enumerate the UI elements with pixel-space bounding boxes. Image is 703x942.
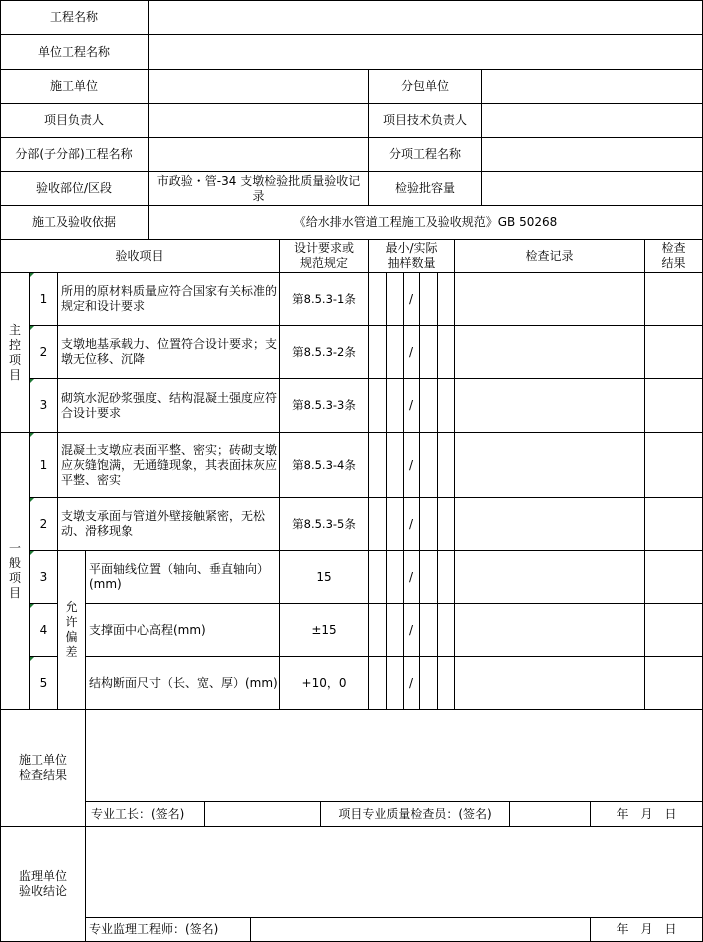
general-items-label: 一 般 项 目 [8,541,21,600]
form-code: 市政验・管-34 支墩检验批质量验收记录 [156,173,361,203]
acceptance-basis-label: 施工及验收依据 [31,215,116,229]
check-date: 年 月 日 [616,806,677,821]
item-clause: 第8.5.3-2条 [292,344,356,359]
item-number: 3 [39,398,48,412]
item-number: 1 [39,291,48,306]
item-sample: / [408,569,414,584]
item-description: 混凝土支墩应表面平整、密实；砖砌支墩应灰缝饱满，无通缝现象，其表面抹灰应平整、密实 [61,442,278,487]
item-sample: / [408,516,414,531]
supervisor-signature: 专业监理工程师：(签名) [89,922,219,936]
item-sample: / [408,622,414,637]
acceptance-basis-value: 《给水排水管道工程施工及验收规范》GB 50268 [293,215,558,229]
item-number: 4 [39,622,48,637]
item-description: 支墩支承面与管道外壁接触紧密，无松动、滑移现象 [61,509,266,538]
item-description: 结构断面尺寸（长、宽、厚）(mm) [89,675,278,690]
item-sample: / [408,344,414,359]
item-clause: 第8.5.3-3条 [292,398,356,412]
item-number: 2 [39,344,48,359]
division-name-label: 分部(子分部)工程名称 [15,147,133,161]
item-tolerance-value: 15 [316,569,332,584]
subitem-name-label: 分项工程名称 [388,147,461,161]
item-number: 5 [39,675,48,690]
unit-project-name-label: 单位工程名称 [37,44,110,59]
column-record: 检查记录 [525,248,574,263]
foreman-signature: 专业工长：(签名) [91,806,185,821]
supervision-label: 监理单位 验收结论 [18,869,67,898]
item-description: 平面轴线位置（轴向、垂直轴向）(mm) [89,562,270,591]
item-description: 所用的原材料质量应符合国家有关标准的规定和设计要求 [61,284,278,313]
item-number: 3 [39,569,48,584]
column-sampling: 最小/实际 抽样数量 [385,241,438,270]
column-design: 设计要求或 规范规定 [293,241,354,270]
inspection-location-label: 验收部位/区段 [35,181,113,195]
quality-inspector-signature: 项目专业质量检查员：(签名) [338,806,492,821]
item-clause: 第8.5.3-1条 [292,291,356,306]
construction-check-label: 施工单位 检查结果 [18,753,67,782]
item-clause: 第8.5.3-5条 [292,516,356,531]
item-tolerance-value: ±15 [311,622,337,637]
item-description: 砌筑水泥砂浆强度、结构混凝土强度应符合设计要求 [61,390,278,420]
column-item: 验收项目 [115,248,164,263]
item-sample: / [408,398,414,412]
project-name-label: 工程名称 [49,10,98,24]
item-number: 2 [39,516,48,531]
item-tolerance-value: +10，0 [301,675,347,690]
subcontract-unit-label: 分包单位 [400,79,449,93]
construction-unit-label: 施工单位 [49,79,98,93]
main-control-label: 主 控 项 目 [8,322,21,382]
technical-manager-label: 项目技术负责人 [382,113,467,127]
item-sample: / [408,675,414,690]
item-sample: / [408,291,414,306]
item-clause: 第8.5.3-4条 [292,457,356,472]
item-sample: / [408,457,414,472]
column-result: 检查 结果 [661,241,686,270]
project-manager-label: 项目负责人 [43,113,104,127]
supervision-date: 年 月 日 [616,922,677,936]
tolerance-label: 允 许 偏 差 [65,600,78,659]
item-number: 1 [39,457,48,472]
item-description: 支墩地基承载力、位置符合设计要求；支墩无位移、沉降 [61,337,278,366]
batch-capacity-label: 检验批容量 [394,181,455,195]
item-description: 支撑面中心高程(mm) [89,622,206,637]
